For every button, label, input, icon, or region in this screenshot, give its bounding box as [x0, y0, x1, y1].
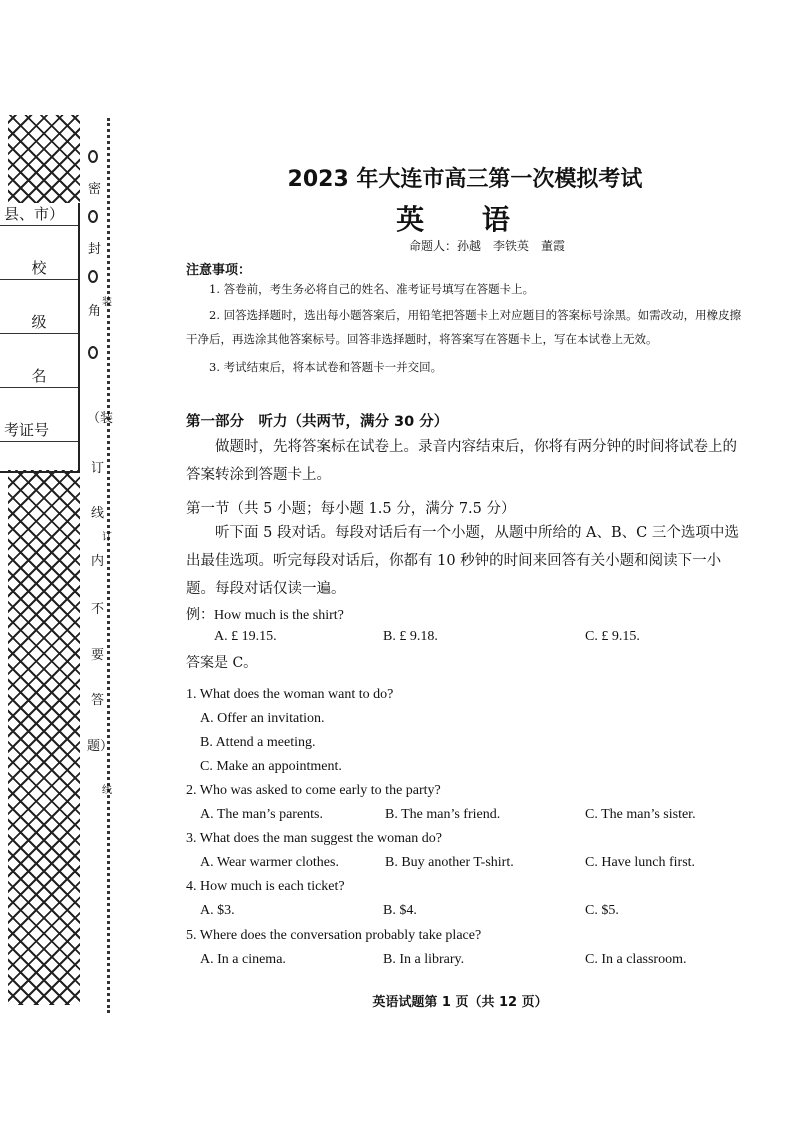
- notice-item: 2. 回答选择题时，选出每小题答案后，用铅笔把答题卡上对应题目的答案标号涂黑。如需改动，用橡皮擦干净后，再选涂其他答案标号。回答非选择题时，将答案写在答题卡上，写在本试卷上无效。: [186, 308, 742, 346]
- question-2-option-c: C. The man’s sister.: [585, 807, 696, 822]
- question-5: 5. Where does the conversation probably take place?: [186, 928, 482, 943]
- question-4-option-b: B. $4.: [383, 903, 417, 918]
- question-5-option-a: A. In a cinema.: [200, 952, 286, 967]
- example-answer: 答案是 C。: [186, 655, 258, 671]
- authors: 命题人：孙越 李铁英 董霞: [408, 239, 565, 253]
- question-4: 4. How much is each ticket?: [186, 879, 345, 894]
- seal-char: 线: [102, 785, 112, 796]
- seal-char: 线: [91, 506, 105, 521]
- seal-char: 密: [88, 182, 102, 197]
- seal-char: 答: [91, 693, 105, 708]
- question-4-option-a: A. $3.: [200, 903, 235, 918]
- field-exam-number: 考证号: [0, 419, 78, 442]
- question-5-option-b: B. In a library.: [383, 952, 465, 967]
- seal-char: 不: [91, 602, 105, 617]
- binding-hatch-bottom: [8, 470, 80, 1005]
- seal-char: 内: [91, 554, 105, 569]
- section1-instruction: 听下面 5 段对话。每段对话后有一个小题，从题中所给的 A、B、C 三个选项中选出最佳选项。听完每段对话后，你都有 10 秒钟的时间来回答有关小题和阅读下一小题。每段对话仅读一遍。: [186, 525, 739, 597]
- seal-char: 订: [102, 532, 112, 543]
- exam-title: 2023 年大连市高三第一次模拟考试: [287, 167, 643, 192]
- field-class: 级: [0, 311, 78, 334]
- field-county: 县、市）: [0, 203, 78, 226]
- seal-circle-icon: [88, 346, 98, 359]
- seal-circle-icon: [88, 270, 98, 283]
- example-option-a: A. £ 19.15.: [214, 629, 277, 644]
- notice-item: 1. 答卷前，考生务必将自己的姓名、准考证号填写在答题卡上。: [209, 282, 535, 296]
- seal-char: 封: [88, 242, 102, 257]
- question-3-option-c: C. Have lunch first.: [585, 855, 696, 870]
- field-name: 名: [0, 365, 78, 388]
- student-info-box: [0, 203, 80, 473]
- example-question: 例：How much is the shirt?: [186, 608, 344, 623]
- question-3: 3. What does the man suggest the woman do?: [186, 831, 442, 846]
- question-2-option-b: B. The man’s friend.: [385, 807, 501, 822]
- question-2: 2. Who was asked to come early to the party?: [186, 783, 441, 798]
- seal-char: （装: [87, 411, 114, 426]
- question-2-option-a: A. The man’s parents.: [200, 807, 323, 822]
- example-option-c: C. £ 9.15.: [585, 629, 640, 644]
- section1-heading: 第一节（共 5 小题；每小题 1.5 分，满分 7.5 分）: [186, 501, 516, 517]
- seal-char: 装: [102, 297, 112, 308]
- question-1-option-c: C. Make an appointment.: [200, 759, 342, 774]
- notice-item: 3. 考试结束后，将本试卷和答题卡一并交回。: [209, 360, 443, 374]
- question-1-option-a: A. Offer an invitation.: [200, 711, 325, 726]
- question-3-option-a: A. Wear warmer clothes.: [200, 855, 339, 870]
- seal-char: 订: [91, 461, 105, 476]
- example-option-b: B. £ 9.18.: [383, 629, 438, 644]
- field-school: 校: [0, 257, 78, 280]
- page-footer: 英语试题第 1 页（共 12 页）: [372, 995, 548, 1010]
- seal-char: 题）: [87, 739, 114, 754]
- seal-char: 角: [88, 304, 102, 319]
- question-1-option-b: B. Attend a meeting.: [200, 735, 316, 750]
- question-3-option-b: B. Buy another T-shirt.: [385, 855, 514, 870]
- notice-title: 注意事项：: [186, 263, 252, 278]
- question-5-option-c: C. In a classroom.: [585, 952, 687, 967]
- subject-title: 英 语: [396, 203, 534, 236]
- part1-instruction: 做题时，先将答案标在试卷上。录音内容结束后，你将有两分钟的时间将试卷上的答案转涂到答题卡上。: [186, 439, 737, 483]
- seal-char: 要: [91, 648, 105, 663]
- part1-heading: 第一部分 听力（共两节，满分 30 分）: [186, 414, 449, 430]
- question-1: 1. What does the woman want to do?: [186, 687, 394, 702]
- question-4-option-c: C. $5.: [585, 903, 619, 918]
